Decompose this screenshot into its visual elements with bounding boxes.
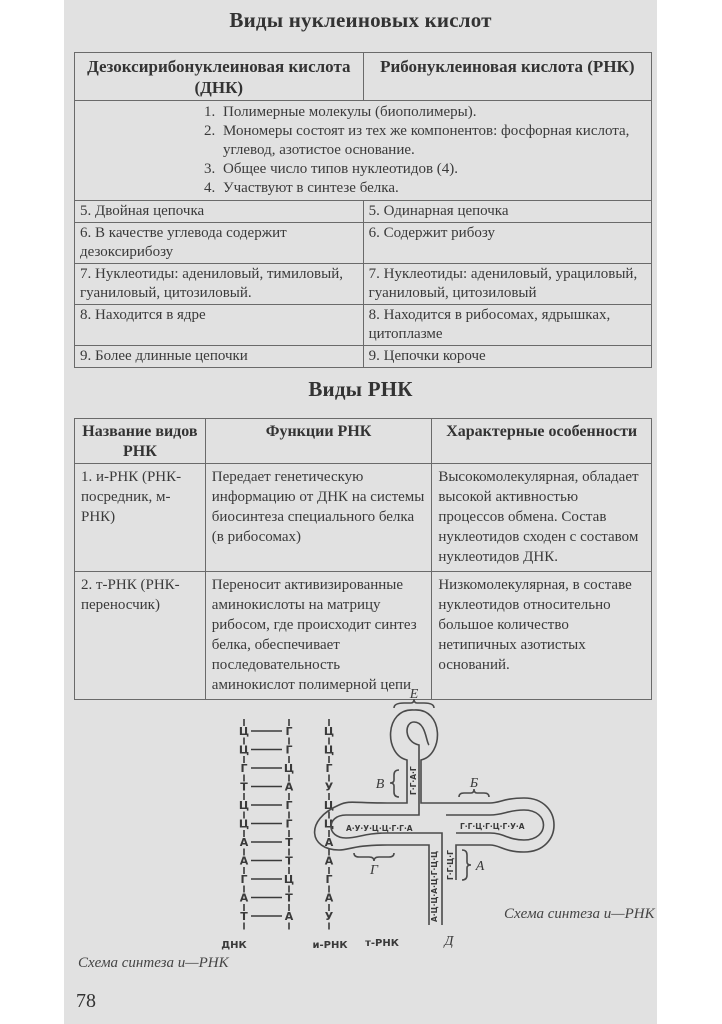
dna-left-base: Ц [238,817,250,831]
dna-cell: 8. Находится в ядре [75,305,364,346]
common-properties-row [75,101,652,201]
dna-left-base: Г [240,873,248,886]
table-row [75,264,652,305]
rna-cell: 8. Находится в рибосомах, ядрышках, цитоплазме [363,305,651,346]
mrna-base: А [324,891,334,905]
rna-types-table [74,418,652,700]
table-row [75,572,652,700]
dna-cell: 9. Более длинные цепочки [75,346,364,368]
rna-cell: 7. Нуклеотиды: адениловый, урациловый, гуаниловый, цитозиловый [363,264,651,305]
region-letter-a: А [475,859,485,874]
table-header-row [75,53,652,101]
mrna-label: и-РНК [312,940,348,951]
bracket-a [462,850,471,880]
mrna-base: А [324,854,334,868]
common-properties-cell [75,101,652,201]
page-number: 78 [76,990,96,1012]
trna-outer-contour [315,710,554,925]
rna-cell: 9. Цепочки короче [363,346,651,368]
mrna-base: А [324,836,334,849]
book-page [64,0,657,1024]
trna-inner-contour [331,722,442,925]
dna-cell: 5. Двойная цепочка [75,201,364,223]
region-letter-d: Д [444,934,454,949]
dna-label: ДНК [221,940,247,951]
dna-cell: 7. Нуклеотиды: адениловый, тимиловый, гуаниловый, цитозиловый. [75,264,364,305]
dna-right-base: Т [285,836,293,849]
dna-right-base: Ц [283,762,295,775]
header-rna: Рибонуклеиновая кислота (РНК) [363,53,651,101]
dna-left-base: Т [240,910,248,923]
rna-function-cell: Переносит активизированные аминокислоты на матрицу рибосом, где происходит синтез белка, обеспечивает последовательность аминокислот полимерной цепи [205,572,432,700]
table-row [75,305,652,346]
common-item: 4. Участвуют в синтезе белка. [219,179,651,198]
section-title-rna-types: Виды РНК [308,377,413,401]
trna-sequences [346,766,525,922]
table-row [75,223,652,264]
dna-right-base: Г [285,799,293,812]
dna-left-base: Ц [238,743,250,757]
region-letter-b: Б [469,776,479,791]
caption-left: Схема синтеза и—РНК [78,955,229,971]
dna-left-base: Ц [238,799,250,812]
rna-function-cell: Передает генетическую информацию от ДНК на системы биосинтеза специального белка (в рибосомах) [205,464,432,572]
dna-cell: 6. В качестве углевода содержит дезоксирибозу [75,223,364,264]
rna-features-cell: Низкомолекулярная, в составе нуклеотидов относительно большое количество нетипичных азотистых оснований. [432,572,652,700]
rna-name-cell: 2. т-РНК (РНК-переносчик) [75,572,206,700]
mrna-base: У [324,910,334,923]
dna-right-base: А [284,910,294,923]
dna-right-base: Ц [283,873,295,886]
bracket-e [394,699,434,708]
mrna-base: Ц [323,817,335,831]
bracket-g [354,853,394,861]
caption-right: Схема синтеза и—РНК [504,906,655,922]
region-letter-e: Е [409,687,419,702]
dna-right-base: Г [285,817,293,831]
dna-left-base: А [239,836,249,849]
mrna-base: Ц [323,799,335,812]
dna-right-base: Г [285,725,293,738]
trna-cloverleaf [315,699,554,925]
mrna-base: Ц [323,743,335,757]
mrna-base: Г [325,762,333,775]
rna-name-cell: 1. и-РНК (РНК-посредник, м-РНК) [75,464,206,572]
dna-left-base: Г [240,762,248,775]
region-letter-g: Г [370,863,378,878]
dna-left-base: Т [240,780,248,794]
mrna-base: Ц [323,725,335,738]
mrna-base: Г [325,873,333,886]
mrna-base: У [324,780,334,794]
trna-inner-contour-right [446,810,544,840]
trna-seq-d-arm: А·У·У·Ц·Ц·Г·Г·А [346,824,413,833]
region-letter-v: В [375,777,385,792]
header-name: Название видов РНК [75,419,206,464]
trna-label: т-РНК [365,938,399,949]
common-item: 3. Общее число типов нуклеотидов (4). [219,160,651,179]
table-row [75,464,652,572]
dna-right-base: Т [285,854,293,868]
header-function: Функции РНК [205,419,432,464]
table-row [75,201,652,223]
rna-cell: 6. Содержит рибозу [363,223,651,264]
trna-seq-acceptor: А·Ц·Ц·А·Ц·Г·Ц·Ц [430,850,439,922]
bracket-v [390,770,399,797]
rna-cell: 5. Одинарная цепочка [363,201,651,223]
section-title-nucleic-acids: Виды нуклеиновых кислот [229,8,492,32]
table-header-row [75,419,652,464]
dna-right-base: Т [285,891,293,905]
dna-left-base: Ц [238,725,250,738]
bracket-b [459,789,489,797]
dna-right-base: А [284,780,294,794]
trna-seq-stem-a: Г·Г·Ц·Г [446,850,455,880]
nucleic-acids-table [74,52,652,368]
trna-seq-t-arm: Г·Г·Ц·Г·Ц·Г·У·А [460,822,525,831]
dna-right-base: Г [285,743,293,757]
dna-mrna-ladder [239,719,334,930]
rna-features-cell: Высокомолекулярная, обладает высокой активностью процессов обмена. Состав нуклеотидов сходен с составом нуклеотидов ДНК. [432,464,652,572]
trna-seq-anticodon-stem: Г·Г·А·Г [409,766,418,795]
dna-left-base: А [239,891,249,905]
common-item: 1. Полимерные молекулы (биополимеры). [219,103,651,122]
header-features: Характерные особенности [432,419,652,464]
dna-left-base: А [239,854,249,868]
header-dna: Дезоксирибонуклеиновая кислота (ДНК) [75,53,364,101]
table-row [75,346,652,368]
common-item: 2. Мономеры состоят из тех же компонентов: фосфорная кислота, углевод, азотистое основание. [219,122,651,160]
